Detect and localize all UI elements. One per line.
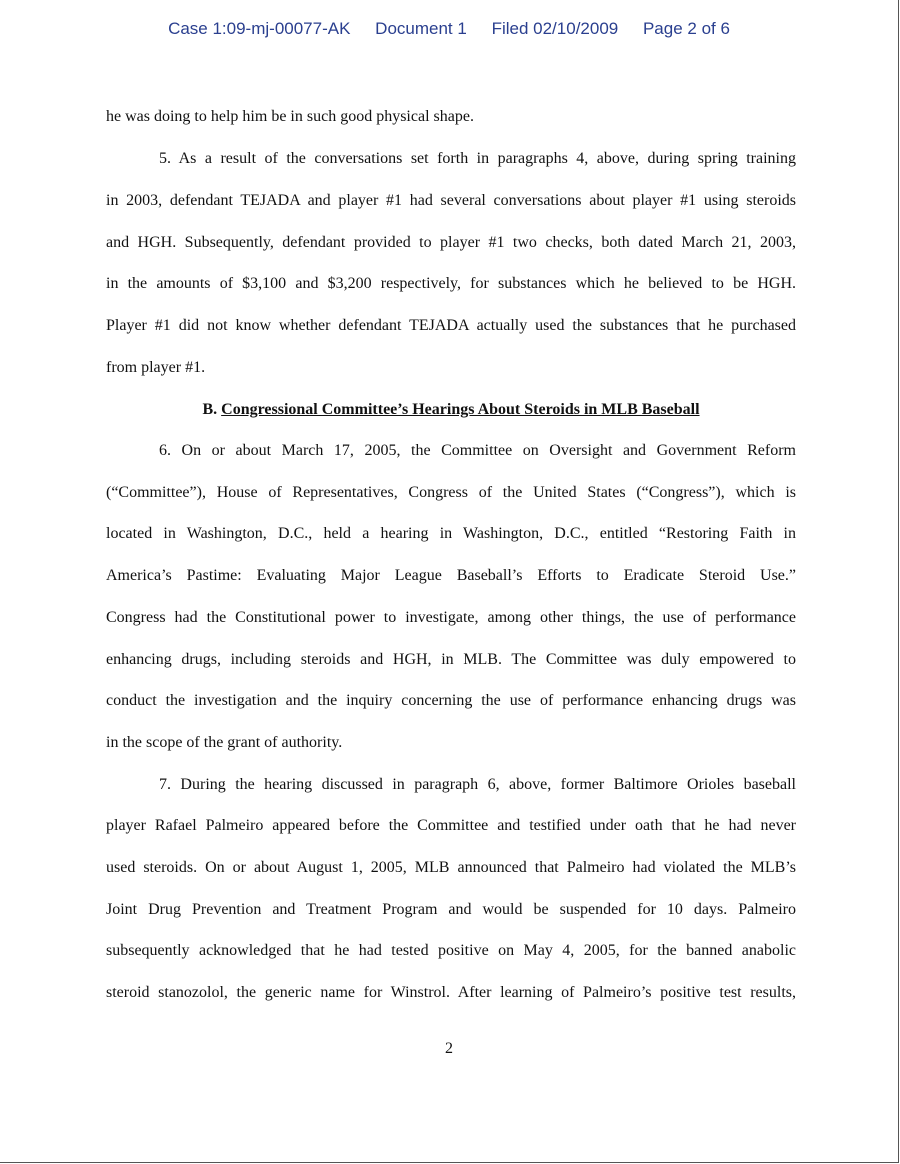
text-line: subsequently acknowledged that he had tested positive on May 4, 2005, for the banned anabolic (106, 942, 796, 959)
paragraph-5-first-line: 5. As a result of the conversations set forth in paragraphs 4, above, during spring training (159, 150, 796, 167)
case-number: Case 1:09-mj-00077-AK (168, 19, 351, 38)
text-line: he was doing to help him be in such good physical shape. (106, 108, 474, 125)
text-line: conduct the investigation and the inquiry concerning the use of performance enhancing drugs was (106, 692, 796, 709)
court-filing-header (0, 19, 898, 39)
text-line: Joint Drug Prevention and Treatment Program and would be suspended for 10 days. Palmeiro (106, 901, 796, 918)
text-line: located in Washington, D.C., held a hearing in Washington, D.C., entitled “Restoring Faith in (106, 525, 796, 542)
text-line: in 2003, defendant TEJADA and player #1 had several conversations about player #1 using steroids (106, 192, 796, 209)
text-line: steroid stanozolol, the generic name for Winstrol. After learning of Palmeiro’s positive test results, (106, 984, 796, 1001)
document-number: Document 1 (375, 19, 467, 38)
text-line: in the scope of the grant of authority. (106, 734, 343, 751)
page-number: 2 (445, 1040, 453, 1057)
section-heading (106, 400, 796, 420)
paragraph-7-first-line: 7. During the hearing discussed in paragraph 6, above, former Baltimore Orioles baseball (159, 776, 796, 793)
text-line: in the amounts of $3,100 and $3,200 respectively, for substances which he believed to be HGH. (106, 275, 796, 292)
text-line: America’s Pastime: Evaluating Major League Baseball’s Efforts to Eradicate Steroid Use.” (106, 567, 796, 584)
page-indicator: Page 2 of 6 (642, 19, 730, 38)
text-line: from player #1. (106, 359, 206, 376)
text-line: player Rafael Palmeiro appeared before the Committee and testified under oath that he had never (106, 817, 796, 834)
section-letter: B. (202, 401, 218, 418)
text-line: Congress had the Constitutional power to investigate, among other things, the use of performance (106, 609, 796, 626)
text-line: and HGH. Subsequently, defendant provided to player #1 two checks, both dated March 21, 2003, (106, 234, 796, 251)
paragraph-6-first-line: 6. On or about March 17, 2005, the Committee on Oversight and Government Reform (159, 442, 796, 459)
text-line: enhancing drugs, including steroids and HGH, in MLB. The Committee was duly empowered to (106, 651, 796, 668)
text-line: used steroids. On or about August 1, 2005, MLB announced that Palmeiro had violated the MLB’s (106, 859, 796, 876)
filed-date: Filed 02/10/2009 (491, 19, 619, 38)
text-line: Player #1 did not know whether defendant TEJADA actually used the substances that he purchased (106, 317, 796, 334)
text-line: (“Committee”), House of Representatives, Congress of the United States (“Congress”), which is (106, 484, 796, 501)
section-title: Congressional Committee’s Hearings About Steroids in MLB Baseball (221, 401, 700, 418)
